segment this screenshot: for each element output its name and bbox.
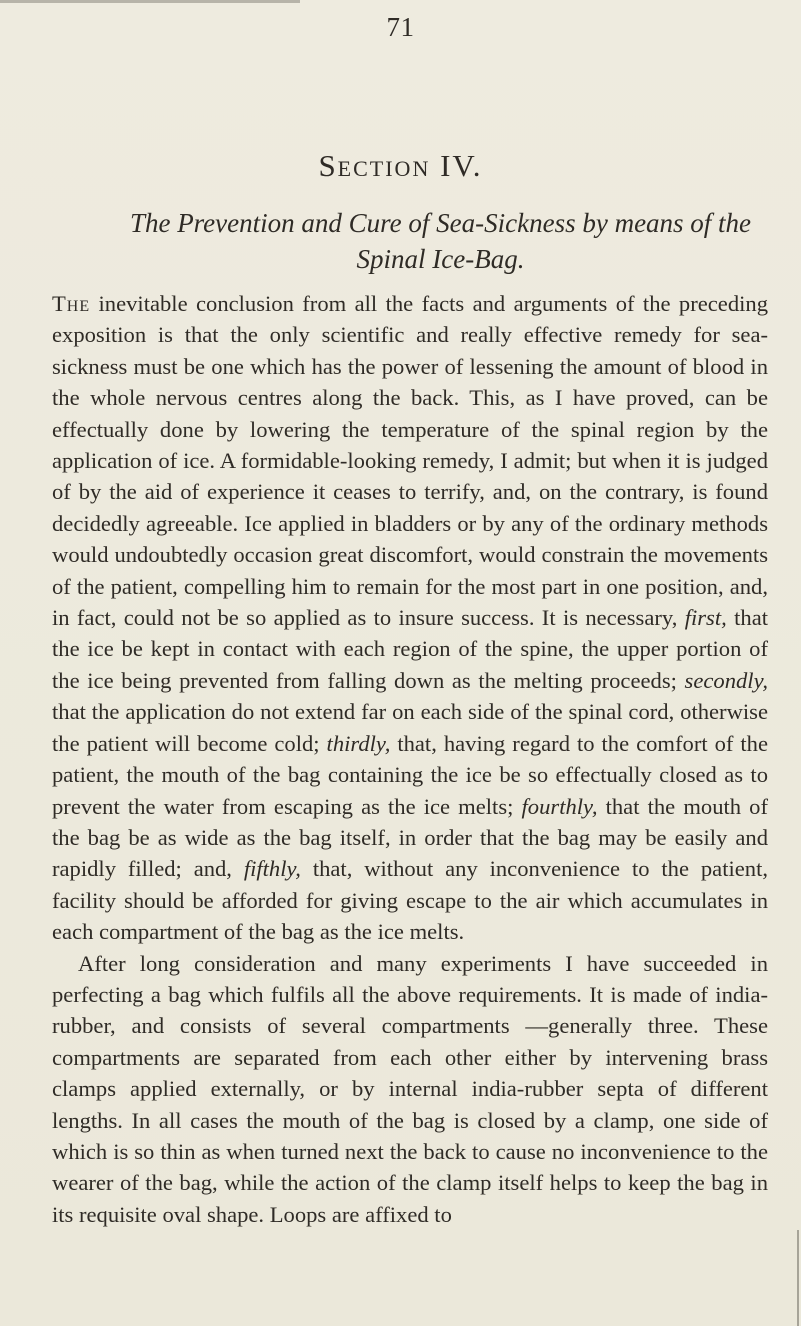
text-run: that the mouth of the bag be as wide as the bag itself, in order that the bag may be easily and rapidly filled; and, [52,793,768,882]
paragraph-2: After long consideration and many experiments I have succeeded in perfecting a bag which fulfils all the above requirements. It is made of india-rubber, and consists of several compartments —generally three. These compartments are separated from each other either by intervening brass clamps applied externally, or by internal india-rubber septa of different lengths. In all cases the mouth of the bag is closed by a clamp, one side of which is so thin as when turned next the back to cause no inconvenience to the wearer of the bag, while the action of the clamp itself helps to keep the bag in its requisite oval shape. Loops are affixed to [52,950,768,1227]
subtitle-line-1: The Prevention and Cure of Sea-Sickness by means of the [129,208,752,238]
emphasis-fourthly: fourthly, [521,793,598,819]
text-run: that, having regard to the comfort of the patient, the mouth of the bag containing the ice be so effectually closed as to prevent the water from escaping as the ice melts; [52,730,769,819]
emphasis-fifthly: fifthly, [243,856,301,882]
emphasis-first: first, [684,605,727,631]
text-run: inevitable conclusion from all the facts and arguments of the preceding exposition is that the only scientific and really effective remedy for sea-sickness must be one which has the power of lessening the amount of blood in the whole nervous centres along the back. This, as I have proved, can be effectually done by lowering the temperature of the spinal region by the application of ice. A formidable-looking remedy, I admit; but when it is judged of by the aid of experience it ceases to terrify, and, on the contrary, is found decidedly agreeable. Ice applied in bladders or by any of the ordinary methods would undoubtedly occasion great discomfort, would constrain the movements of the patient, compelling him to remain for the most part in one position, and, in fact, could not be so applied as to insure success. It is necessary, [52,291,768,631]
subtitle-line-2: Spinal Ice-Bag. [356,244,525,274]
body-text [52,288,768,1230]
emphasis-thirdly: thirdly, [326,730,391,756]
emphasis-secondly: secondly, [684,667,768,693]
section-heading: Section IV. [318,148,483,183]
paragraph-lead-word: The [52,291,91,316]
page-edge-line [797,1230,799,1326]
page-number: 71 [386,12,415,42]
text-run: that, without any inconvenience to the patient, facility should be afforded for giving escape to the air which accumulates in each compartment of the bag as the ice melts. [52,856,768,945]
page-edge-shadow [0,0,300,3]
paragraph-1 [52,288,768,948]
text-run: that the application do not extend far on each side of the spinal cord, otherwise the patient will become cold; [52,699,768,756]
text-run: that the ice be kept in contact with each region of the spine, the upper portion of the ice being prevented from falling down as the melting proceeds; [52,605,769,693]
chapter-subtitle [120,205,761,277]
